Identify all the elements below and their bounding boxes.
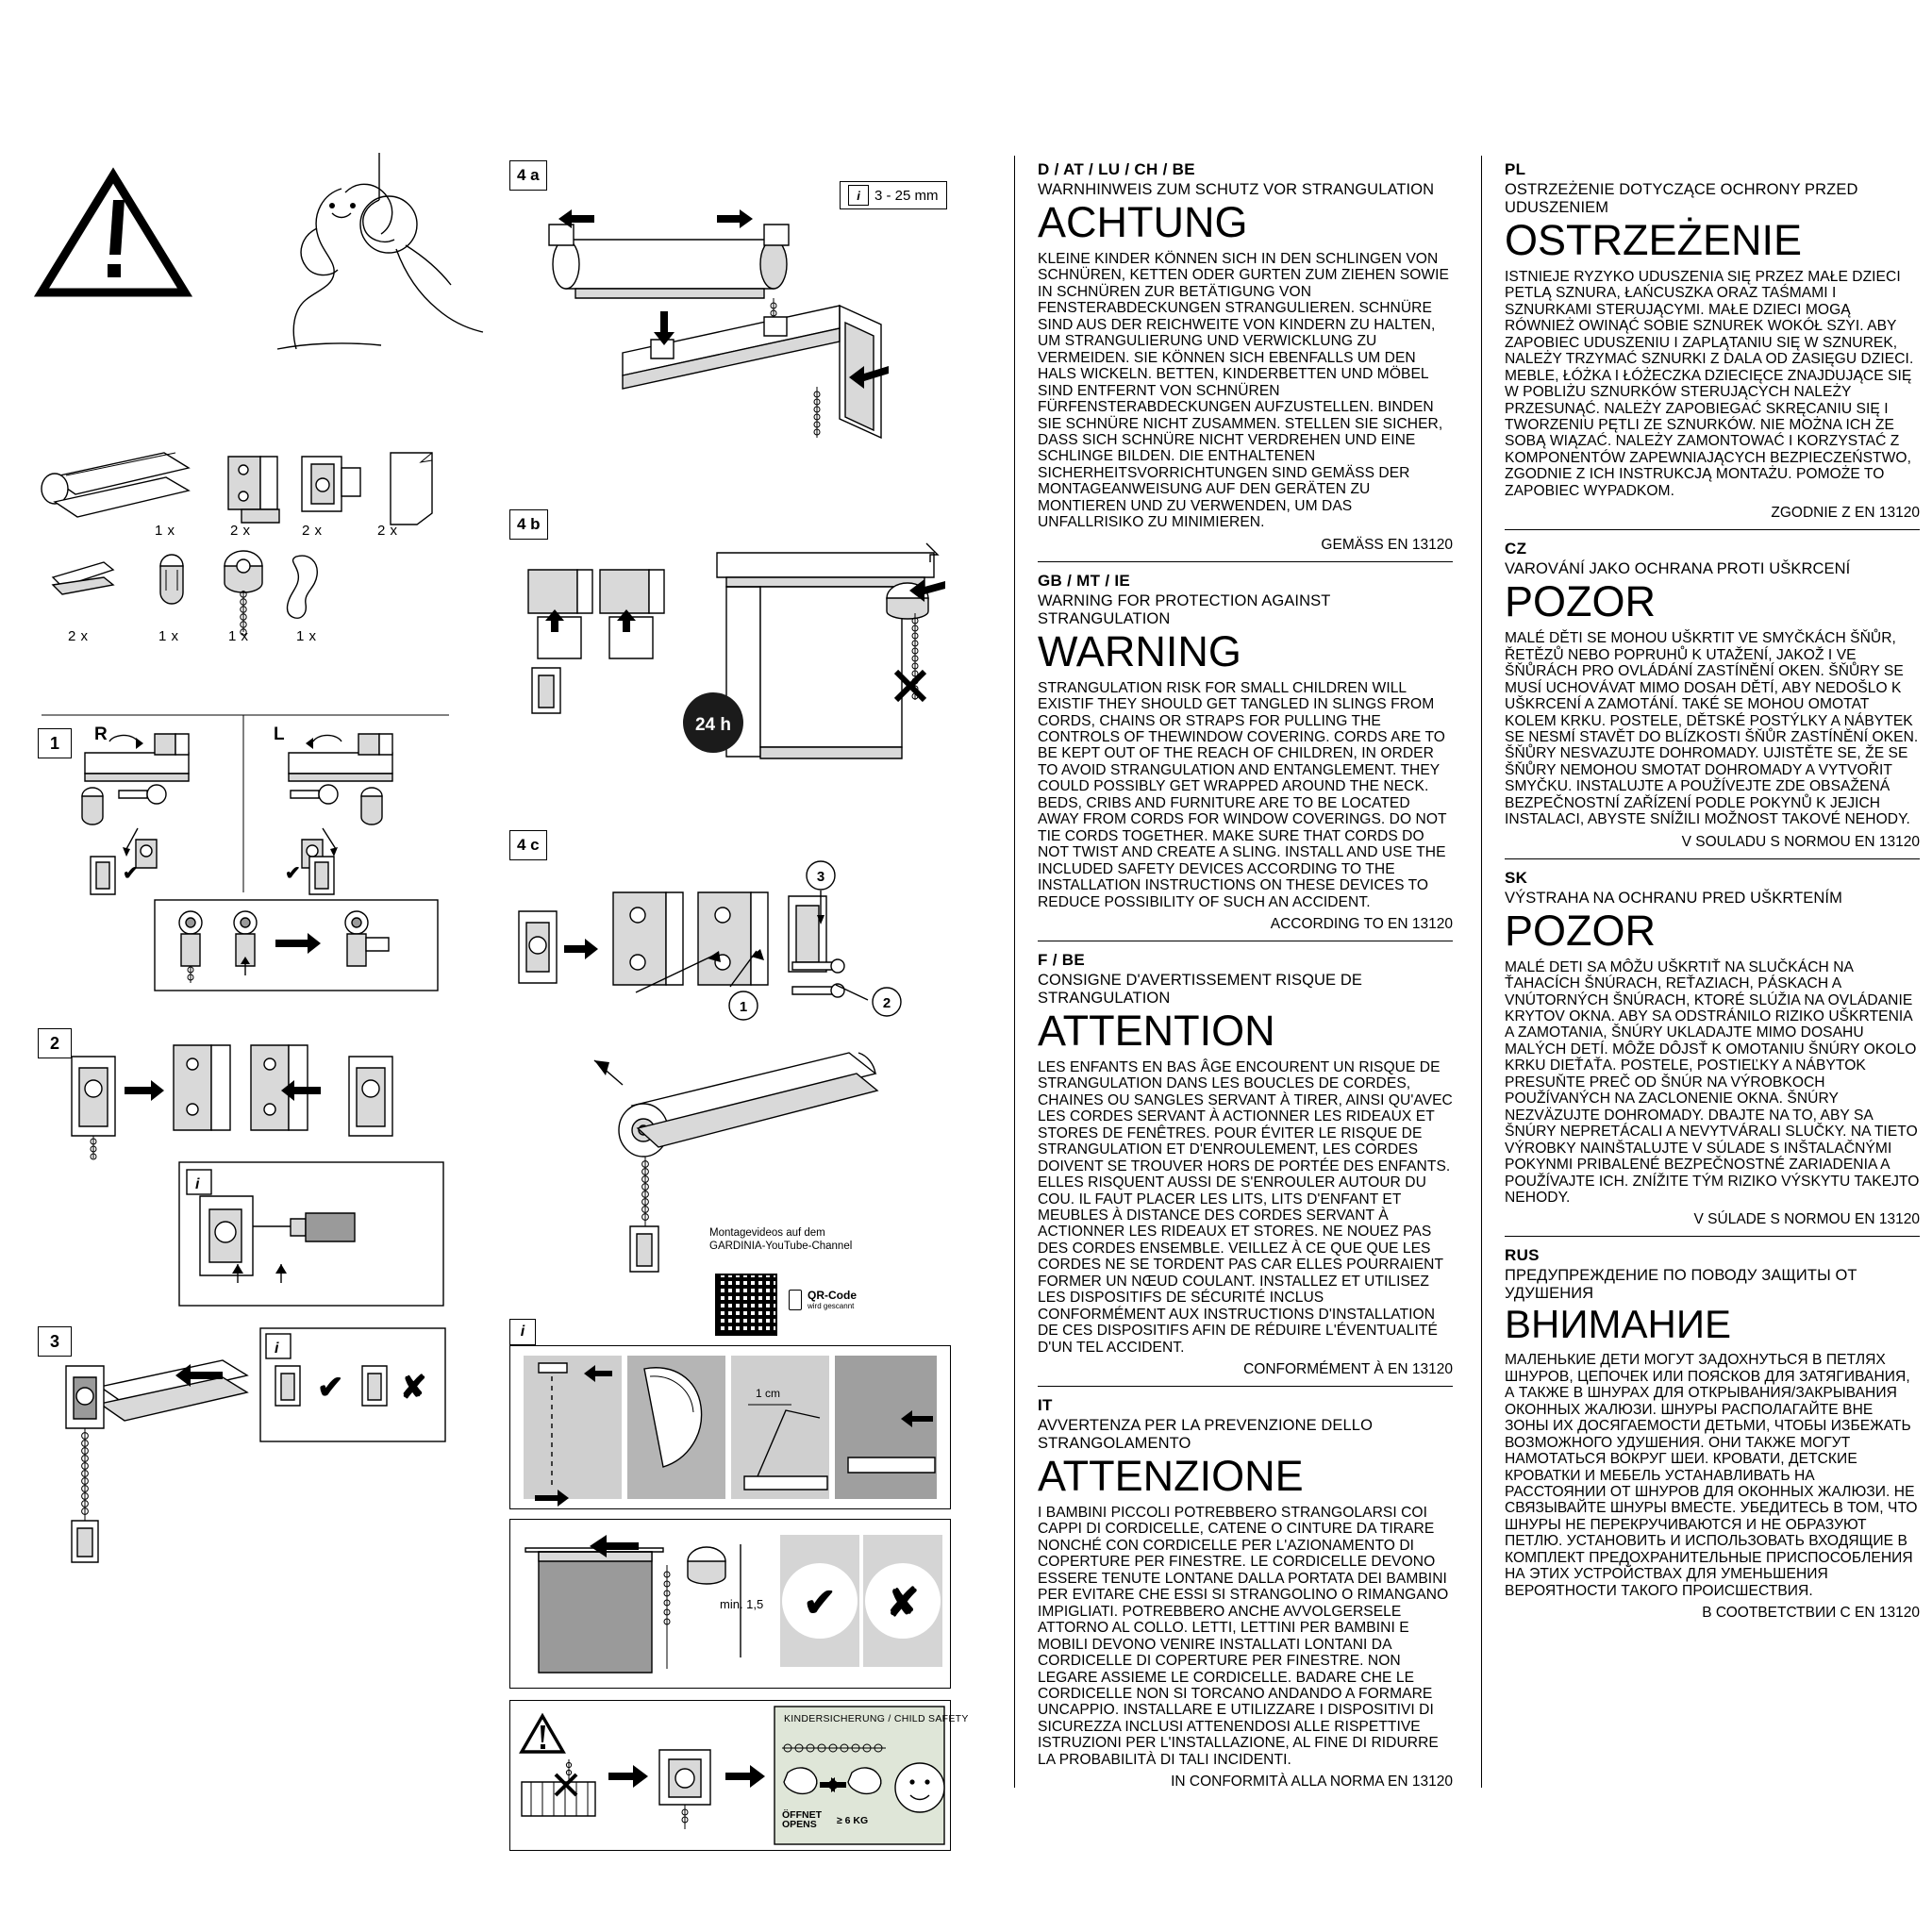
- warning-block-cz: [1505, 530, 1920, 858]
- part-qty-5: 2 x: [68, 628, 89, 644]
- svg-text:✘: ✘: [886, 1580, 920, 1624]
- step-4a-illustration: [509, 174, 1000, 475]
- lang-body-pl: ISTNIEJE RYZYKO UDUSZENIA SIĘ PRZEZ MAŁE DZIECI PETLĄ SZNURA, ŁAŃCUSZKA ORAZ TAŚMAMI I SZNURKAMI STERUJĄCYMI. MAŁE DZIECI MOGĄ RÓWNIEŻ OWINĄĆ SOBIE SZNUREK WOKÓŁ SZYI. ABY ZAPOBIEC UDUSZENIU I ZAPLĄTANIU SIĘ W SZNUREK, NALEŻY TRZYMAĆ SZNURKI Z DALA OD ZASIĘGU DZIECI. MEBLE, ŁÓŻKA I ŁÓŻECZKA DZIECIĘCE ZNAJDUJĄCE SIĘ W POBLIŻU SZNURKÓW STERUJĄCYCH NALEŻY PRZESUNĄĆ. NALEŻY ZAPOBIEGAĆ SKRĘCANIU SIĘ I TWORZENIU PĘTLI ZE SZNURKÓW. NIE MOŻNA ICH ZE SOBĄ WIĄZAĆ. NALEŻY ZAMONTOWAĆ I KORZYSTAĆ Z KOMPONENTÓW ZAPEWNIAJĄCYCH BEZPIECZEŃSTWO, ZGODNIE Z ICH INSTRUKCJĄ MONTAŻU. POMOŻE TO ZAPOBIEC WYPADKOM.: [1505, 268, 1914, 499]
- lang-code-sk: SK: [1505, 868, 1528, 887]
- part-qty-7: 1 x: [228, 628, 249, 644]
- lang-title-cz: POZOR: [1505, 577, 1657, 626]
- lang-norm-sk: V SÚLADE S NORMOU EN 13120: [1693, 1211, 1920, 1228]
- force-label: ≥ 6 KG: [837, 1815, 869, 1826]
- svg-text:1 cm: 1 cm: [756, 1387, 781, 1400]
- lang-title-pl: OSTRZEŻENIE: [1505, 215, 1803, 264]
- lang-body-de: KLEINE KINDER KÖNNEN SICH IN DEN SCHLINGEN VON SCHNÜREN, KETTEN ODER GURTEN ZUM ZIEHEN SOWIE IN SCHNÜREN ZUR BETÄTIGUNG VON FENSTERABDECKUNGEN STRANGULIEREN. SCHNÜRE SIND AUS DER REICHWEITE VON KINDERN ZU HALTEN, UM STRANGULIERUNG UND VERWICKLUNG ZU VERMEIDEN. SIE KÖNNEN SICH EBENFALLS UM DEN HALS WICKELN. BETTEN, KINDERBETTEN UND MÖBEL SIND ENTFERNT VON SCHNÜREN FÜRFENSTERABDECKUNGEN AUFZUSTELLEN. BINDEN SIE SCHNÜRE NICHT ZUSAMMEN. STELLEN SIE SICHER, DASS SICH SCHNÜRE NICHT VERDREHEN UND EINE SCHLINGE BILDEN. DIE ENTHALTENEN SICHERHEITSVORRICHTUNGEN SIND GEMÄSS DER MONTAGEANWEISUNG AUF DEN GERÄTEN ZU MONTIEREN UND ZU VERWENDEN, UM DAS UNFALLRISIKO ZU MINIMIEREN.: [1038, 250, 1450, 531]
- lang-body-it: I BAMBINI PICCOLI POTREBBERO STRANGOLARSI COI CAPPI DI CORDICELLE, CATENE O CINTURE DA TIRARE NONCHÉ CON CORDICELLE PER L'AZIONAMENTO DI COPERTURE PER FINESTRE. LE CORDICELLE DEVONO ESSERE TENUTE LONTANE DALLA PORTATA DEI BAMBINI PER EVITARE CHE ESSI SI STRANGOLINO O RIMANGANO IMPIGLIATI. POTREBBERO ANCHE AVVOLGERSELE ATTORNO AL COLLO. LETTI, LETTINI PER BAMBINI E MOBILI DEVONO VENIRE INSTALLATI LONTANI DA CORDICELLE DI COPERTURE PER FINESTRE. NON LEGARE ASSIEME LE CORDICELLE. BADARE CHE LE CORDICELLE NON SI TORCANO ANDANDO A FORMARE UNCAPPIO. INSTALLARE E UTILIZZARE I DISPOSITIVI DI SICUREZZA INCLUSI ATTENENDOSI ALLE RISPETTIVE ISTRUZIONI PER L'INSTALLAZIONE, AL FINE DI RIDURRE LA PROBABILITÀ DI TALI INCIDENTI.: [1038, 1504, 1449, 1768]
- lang-code-pl: PL: [1505, 160, 1526, 178]
- lang-subtitle-gb: WARNING FOR PROTECTION AGAINST STRANGULATION: [1038, 591, 1331, 627]
- lang-code-rus: RUS: [1505, 1246, 1540, 1265]
- lang-subtitle-pl: OSTRZEŻENIE DOTYCZĄCE OCHRONY PRZED UDUSZENIEM: [1505, 181, 1858, 216]
- open-label-en: OPENS: [782, 1819, 817, 1830]
- info-icon: i: [848, 185, 869, 206]
- lang-norm-pl: ZGODNIE Z EN 13120: [1771, 505, 1920, 522]
- callout-3: 3: [816, 869, 825, 885]
- part-qty-2: 2 x: [230, 523, 251, 539]
- callout-2: 2: [882, 995, 891, 1011]
- step-3-number: 3: [38, 1326, 72, 1357]
- lang-norm-it: IN CONFORMITÀ ALLA NORMA EN 13120: [1171, 1774, 1453, 1790]
- lang-subtitle-fr: CONSIGNE D'AVERTISSEMENT RISQUE DE STRANGULATION: [1038, 971, 1362, 1007]
- step-2-panel: [38, 1019, 453, 1321]
- step-4c-number: 4 c: [509, 830, 547, 860]
- child-safety-title: KINDERSICHERUNG / CHILD SAFETY: [784, 1713, 969, 1724]
- callout-1: 1: [739, 999, 748, 1015]
- part-qty-6: 1 x: [158, 628, 179, 644]
- lang-subtitle-sk: VÝSTRAHA NA OCHRANU PRED UŠKRTENÍM: [1505, 889, 1842, 907]
- video-hint: Montagevideos auf dem GARDINIA-YouTube-Channel: [709, 1227, 853, 1253]
- svg-text:✘: ✘: [400, 1370, 427, 1406]
- lang-code-fr: F / BE: [1038, 950, 1085, 969]
- lang-title-sk: POZOR: [1505, 906, 1657, 955]
- svg-text:i: i: [195, 1176, 200, 1192]
- warning-block-rus: [1505, 1237, 1920, 1629]
- step-2-number: 2: [38, 1028, 72, 1058]
- lang-body-sk: MALÉ DETI SA MÔŽU UŠKRTIŤ NA SLUČKÁCH NA ŤAHACÍCH ŠNÚRACH, REŤAZIACH, PÁSKACH A VNÚTORNÝCH ŠNÚRACH, KTORÉ SLÚŽIA NA OVLÁDANIE KRYTOV OKNA. ABY SA ODSTRÁNILO RIZIKO UŠKRTENIA A ZAMOTANIA, ŠNÚRY UKLADAJTE MIMO DOSAHU MALÝCH DETÍ. MÔŽE DÔJSŤ K OMOTANIU ŠNÚRY OKOLO KRKU DIEŤAŤA. POSTELE, POSTIEĽKY A NÁBYTOK PRESUŇTE PREČ OD ŠNÚR NA VÝROBKOCH POUŽÍVANÝCH NA ZACLONENIE OKNA. ŠNÚRY NEZVÄZUJTE DOHROMADY. DBAJTE NA TO, ABY SA ŠNÚRY NEPRETÁCALI A NEVYTVÁRALI SLUČKY. NA TIETO VÝROBKY NAINŠTALUJTE V SÚLADE S INŠTALAČNÝMI POKYNMI PRIBALENÉ BEZPEČNOSTNÉ ZARIADENIA A POUŽÍVAJTE ICH. ZNÍŽITE TÝM RIZIKO VÝSKYTU TAKEJTO NEHODY.: [1505, 958, 1920, 1206]
- child-strangulation-illustration: [221, 151, 504, 387]
- step-4b-number: 4 b: [509, 509, 548, 540]
- right-side-label: R: [94, 724, 108, 744]
- open-label-de: ÖFFNET: [782, 1809, 822, 1821]
- lang-norm-fr: CONFORMÉMENT À EN 13120: [1243, 1361, 1453, 1378]
- child-safety-panel: [509, 1700, 969, 1851]
- lang-code-cz: CZ: [1505, 540, 1527, 558]
- column-divider-2: [1481, 156, 1482, 1788]
- step-1-panel: [38, 708, 453, 991]
- lang-subtitle-it: AVVERTENZA PER LA PREVENZIONE DELLO STRANGOLAMENTO: [1038, 1417, 1374, 1453]
- lang-title-it: ATTENZIONE: [1038, 1451, 1304, 1500]
- qr-label: QR-Code: [808, 1289, 857, 1302]
- lang-title-rus: ВНИМАНИЕ: [1505, 1302, 1732, 1347]
- svg-text:✔: ✔: [285, 863, 301, 884]
- step4-column: [509, 160, 1000, 1849]
- lang-body-fr: LES ENFANTS EN BAS ÂGE ENCOURENT UN RISQUE DE STRANGULATION DANS LES BOUCLES DE CORDES, CHAINES OU SANGLES SERVANT À TIRER, AINSI QU'AVEC LES CORDES SERVANT À ACTIONNER LES RIDEAUX ET STORES DE FENÊTRES. POUR ÉVITER LE RISQUE DE STRANGULATION ET D'ENROULEMENT, LES CORDES DOIVENT SE TROUVER HORS DE PORTÉE DES ENFANTS. ELLES RISQUENT AUSSI DE S'ENROULER AUTOUR DU COU. IL FAUT PLACER LES LITS, LITS D'ENFANT ET MEUBLES À DISTANCE DES CORDES SERVANT À ACTIONNER LES RIDEAUX ET STORES. NE NOUEZ PAS DES CORDES ENSEMBLE. VEILLEZ À CE QUE QUE LES CORDES NE SE TORDENT PAS CAR ELLES POURRAIENT FORMER UN NŒUD COULANT. INSTALLEZ ET UTILISEZ LES DISPOSITIFS DE SÉCURITÉ INCLUS CONFORMÉMENT AUX INSTRUCTIONS D'INSTALLATION DE CES DISPOSITIFS AFIN DE RÉDUIRE L'ÉVENTUALITÉ D'UN TEL ACCIDENT.: [1038, 1058, 1453, 1356]
- step-1-number: 1: [38, 728, 72, 758]
- step-4b-illustration: [509, 538, 1000, 821]
- wait-24h-label: 24 h: [694, 715, 732, 735]
- lang-norm-gb: ACCORDING TO EN 13120: [1270, 915, 1453, 932]
- lang-code-gb: GB / MT / IE: [1038, 571, 1131, 590]
- warning-triangle-icon: [38, 168, 189, 300]
- part-qty-8: 1 x: [296, 628, 317, 644]
- lang-body-gb: STRANGULATION RISK FOR SMALL CHILDREN WILL EXISTIF THEY SHOULD GET TANGLED IN SLINGS FROM CORDS, CHAINS OR STRAPS FOR PULLING THE CONTROLS OF THEWINDOW COVERING. CORDS ARE TO BE KEPT OUT OF THE REACH OF CHILDREN, IN ORDER TO AVOID STRANGULATION AND ENTANGLEMENT. THEY COULD POSSIBLY GET WRAPPED AROUND THE NECK. BEDS, CRIBS AND FURNITURE ARE TO BE LOCATED AWAY FROM CORDS FOR WINDOW COVERINGS. DO NOT TIE CORDS TOGETHER. MAKE SURE THAT CORDS DO NOT TWIST AND CREATE A SLING. INSTALL AND USE THE INCLUDED SAFETY DEVICES ACCORDING TO THE INSTALLATION INSTRUCTIONS ON THESE DEVICES TO REDUCE POSSIBILITY OF SUCH AN ACCIDENT.: [1038, 679, 1447, 910]
- left-side-label: L: [274, 724, 285, 744]
- part-qty-3: 2 x: [302, 523, 323, 539]
- lang-subtitle-de: WARNHINWEIS ZUM SCHUTZ VOR STRANGULATION: [1038, 181, 1435, 198]
- qr-sub: wird gescannt: [808, 1302, 855, 1310]
- warning-block-sk: [1505, 859, 1920, 1237]
- tolerance-value: 3 - 25 mm: [874, 187, 939, 204]
- text-column-right: [1505, 151, 1920, 1629]
- lang-body-cz: MALÉ DĚTI SE MOHOU UŠKRTIT VE SMYČKÁCH ŠŇŮR, ŘETĚZŮ NEBO POPRUHŮ K UTAŽENÍ, JAKOŽ I VE ŠŇŮRÁCH PRO OVLÁDÁNÍ ZASTÍNĚNÍ OKEN. ŠŇŮRY SE MUSÍ UCHOVÁVAT MIMO DOSAH DĚTÍ, ABY NEDOŠLO K UŠKRCENÍ A ZAMOTÁNÍ. TAKÉ SE MOHOU OMOTAT KOLEM KRKU. POSTELE, DĚTSKÉ POSTÝLKY A NÁBYTEK SE NESMÍ STAVĚT DO BLÍZKOSTI ŠŇŮR ZASTÍNĚNÍ OKEN. ŠŇŮRY NESVAZUJTE DOHROMADY. UJISTĚTE SE, ŽE SE ŠŇŮRY NEMOHOU SMOTAT DOHROMADY A VYTVOŘIT SMYČKU. INSTALUJTE A POUŽÍVEJTE ZDE OBSAŽENÁ BEZPEČNOSTNÍ ZAŘÍZENÍ PODLE POKYNŮ K JEJICH INSTALACI, ABYSTE SNÍŽILI MOŽNOST TAKOVÉ NEHODY.: [1505, 630, 1919, 828]
- lang-title-fr: ATTENTION: [1038, 1006, 1275, 1055]
- lang-body-rus: МАЛЕНЬКИЕ ДЕТИ МОГУТ ЗАДОХНУТЬСЯ В ПЕТЛЯХ ШНУРОВ, ЦЕПОЧЕК ИЛИ ПОЯСКОВ ДЛЯ ЗАТЯГИВАНИЯ, А ТАКЖЕ В ШНУРАХ ДЛЯ ОТКРЫВАНИЯ/ЗАКРЫВАНИЯ ОКОННЫХ ЖАЛЮЗИ. ШНУРЫ РАСПОЛАГАЙТЕ ВНЕ ЗОНЫ ИХ ДОСЯГАЕМОСТИ ДЕТЬМИ, ЧТОБЫ ИЗБЕЖАТЬ ВОЗМОЖНОГО УДУШЕНИЯ. ОНИ ТАКЖЕ МОГУТ НАМОТАТЬСЯ ВОКРУГ ШЕИ. КРОВАТИ, ДЕТСКИЕ КРОВАТКИ И МЕБЕЛЬ УСТАНАВЛИВАТЬ НА РАССТОЯНИИ ОТ ШНУРОВ ДЛЯ ОКОННЫХ ЖАЛЮЗИ. НЕ СВЯЗЫВАЙТЕ ШНУРЫ ВМЕСТЕ. УБЕДИТЕСЬ В ТОМ, ЧТО ШНУРЫ НЕ ПЕРЕКРУЧИВАЮТСЯ И НЕ ОБРАЗУЮТ ПЕТЛЮ. УСТАНОВИТЬ И ИСПОЛЬЗОВАТЬ ВХОДЯЩИЕ В КОМПЛЕКТ ПРЕДОХРАНИТЕЛЬНЫЕ ПРИСПОСОБЛЕНИЯ НА ЭТИХ УСТРОЙСТВАХ ДЛЯ УМЕНЬШЕНИЯ ВЕРОЯТНОСТИ ТАКОГО ПРОИСШЕСТВИЯ.: [1505, 1352, 1918, 1599]
- step-4c-illustration: [509, 858, 1000, 1274]
- warning-block-pl: [1505, 151, 1920, 529]
- lang-norm-cz: V SOULADU S NORMOU EN 13120: [1681, 833, 1920, 850]
- svg-text:✔: ✔: [123, 863, 139, 884]
- info-panel-1-icon: i: [509, 1319, 536, 1345]
- info-panel-2: [509, 1519, 951, 1689]
- warning-block-fr: [1038, 941, 1453, 1386]
- svg-text:✔: ✔: [317, 1370, 344, 1406]
- qr-code-icon: [715, 1274, 777, 1336]
- step-3-panel: [38, 1321, 453, 1604]
- phone-icon: [789, 1290, 802, 1310]
- info-panel-1: [509, 1345, 951, 1509]
- lang-subtitle-rus: ПРЕДУПРЕЖДЕНИЕ ПО ПОВОДУ ЗАЩИТЫ ОТ УДУШЕНИЯ: [1505, 1267, 1857, 1303]
- lang-title-gb: WARNING: [1038, 626, 1241, 675]
- lang-norm-rus: В СООТВЕТСТВИИ С EN 13120: [1702, 1605, 1920, 1622]
- column-divider-1: [1014, 156, 1015, 1788]
- warning-block-gb: [1038, 562, 1453, 941]
- lang-subtitle-cz: VAROVÁNÍ JAKO OCHRANA PROTI UŠKRCENÍ: [1505, 560, 1851, 578]
- parts-list: [38, 443, 453, 660]
- lang-title-de: ACHTUNG: [1038, 197, 1248, 246]
- svg-text:✔: ✔: [803, 1580, 837, 1624]
- text-column-left: [1038, 151, 1453, 1798]
- warning-block-de: [1038, 151, 1453, 561]
- part-qty-4: 2 x: [377, 523, 398, 539]
- step-4a-number: 4 a: [509, 160, 547, 191]
- lang-norm-de: GEMÄSS EN 13120: [1321, 536, 1453, 553]
- svg-text:i: i: [275, 1341, 279, 1357]
- part-qty-1: 1 x: [155, 523, 175, 539]
- warning-block-it: [1038, 1387, 1453, 1798]
- lang-code-it: IT: [1038, 1396, 1053, 1415]
- qr-label-group: [789, 1289, 857, 1310]
- lang-code-de: D / AT / LU / CH / BE: [1038, 160, 1195, 178]
- min-dimension: min. 1,5: [720, 1597, 764, 1611]
